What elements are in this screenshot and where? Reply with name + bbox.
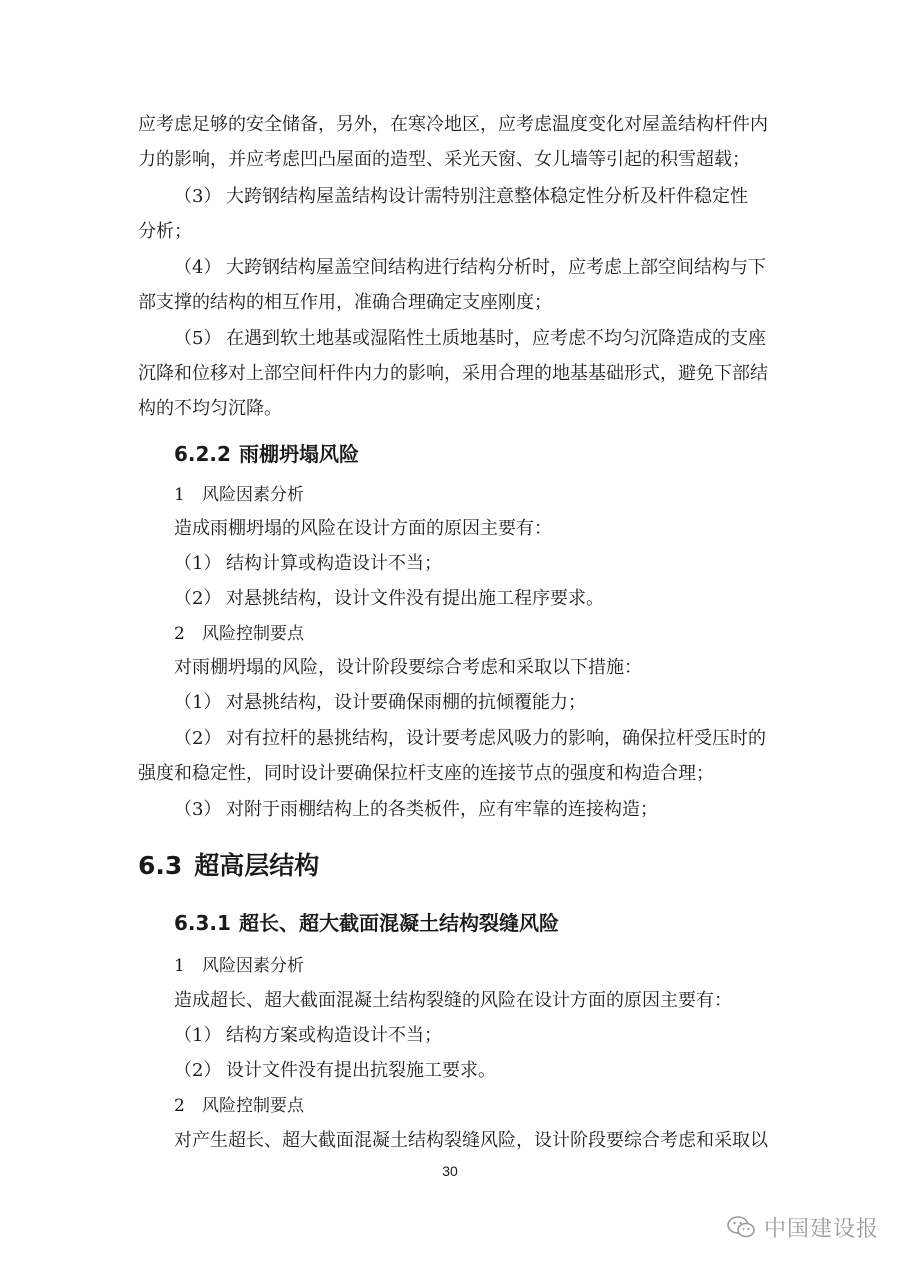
- list-item: [174, 723, 766, 755]
- list-item: [174, 794, 658, 826]
- list-number: （2）: [174, 588, 222, 609]
- sub-title: 风险控制要点: [202, 1096, 304, 1116]
- chapter-heading-6-3: [138, 846, 319, 882]
- list-number: （2）: [174, 1060, 222, 1081]
- paragraph-line: 造成超长、超大截面混凝土结构裂缝的风险在设计方面的原因主要有：: [174, 990, 732, 1011]
- sub-title: 风险因素分析: [202, 956, 304, 976]
- paragraph-line: 对雨棚坍塌的风险，设计阶段要综合考虑和采取以下措施：: [174, 657, 642, 678]
- section-number: 6.2.2: [174, 442, 231, 466]
- list-text: 对附于雨棚结构上的各类板件，应有牢靠的连接构造；: [226, 799, 658, 820]
- list-item-5: [174, 323, 766, 355]
- list-number: （3）: [174, 799, 222, 820]
- page-number: 30: [442, 1163, 458, 1179]
- sub-number: 2: [174, 624, 185, 644]
- paragraph-line: 沉降和位移对上部空间杆件内力的影响，采用合理的地基基础形式，避免下部结: [138, 363, 768, 384]
- paragraph-line: 对产生超长、超大截面混凝土结构裂缝风险，设计阶段要综合考虑和采取以: [174, 1130, 768, 1151]
- section-number: 6.3.1: [174, 911, 231, 935]
- list-text: 结构计算或构造设计不当；: [226, 553, 442, 574]
- list-text: 设计文件没有提出抗裂施工要求。: [226, 1060, 496, 1081]
- list-item: [174, 1055, 496, 1087]
- section-title: 超高层结构: [194, 851, 320, 880]
- list-number: （1）: [174, 553, 222, 574]
- list-text: 对有拉杆的悬挑结构，设计要考虑风吸力的影响，确保拉杆受压时的: [226, 728, 766, 749]
- list-item: [174, 1020, 442, 1052]
- subheading-risk-factors: [174, 951, 304, 981]
- list-text: 大跨钢结构屋盖结构设计需特别注意整体稳定性分析及杆件稳定性: [226, 186, 748, 207]
- paragraph-line: 分析；: [138, 221, 192, 242]
- list-text: 大跨钢结构屋盖空间结构进行结构分析时，应考虑上部空间结构与下: [226, 257, 766, 278]
- list-item: [174, 583, 604, 615]
- list-number: （3）: [174, 186, 222, 207]
- watermark: [726, 1212, 879, 1242]
- section-number: 6.3: [138, 851, 183, 880]
- paragraph-line: 应考虑足够的安全储备，另外，在寒冷地区，应考虑温度变化对屋盖结构杆件内: [138, 114, 768, 135]
- list-item-4: [174, 252, 766, 284]
- paragraph-line: 构的不均匀沉降。: [138, 398, 282, 419]
- list-number: （2）: [174, 728, 222, 749]
- list-text: 结构方案或构造设计不当；: [226, 1025, 442, 1046]
- subheading-risk-control: [174, 619, 304, 649]
- list-text: 在遇到软土地基或湿陷性土质地基时，应考虑不均匀沉降造成的支座: [226, 328, 766, 349]
- paragraph-line: 力的影响，并应考虑凹凸屋面的造型、采光天窗、女儿墙等引起的积雪超载；: [138, 149, 750, 170]
- sub-number: 2: [174, 1096, 185, 1116]
- list-number: （1）: [174, 692, 222, 713]
- list-number: （5）: [174, 328, 222, 349]
- list-number: （1）: [174, 1025, 222, 1046]
- subheading-risk-control: [174, 1091, 304, 1121]
- list-text: 对悬挑结构，设计要确保雨棚的抗倾覆能力；: [226, 692, 586, 713]
- list-item-3: [174, 181, 748, 213]
- list-item: [174, 548, 442, 580]
- section-heading-6-3-1: [174, 907, 559, 936]
- sub-title: 风险因素分析: [202, 485, 304, 505]
- sub-number: 1: [174, 956, 185, 976]
- paragraph-line: 部支撑的结构的相互作用，准确合理确定支座刚度；: [138, 292, 552, 313]
- wechat-icon: [726, 1214, 756, 1240]
- list-item: [174, 687, 586, 719]
- sub-title: 风险控制要点: [202, 624, 304, 644]
- paragraph-line: 强度和稳定性，同时设计要确保拉杆支座的连接节点的强度和构造合理；: [138, 763, 714, 784]
- watermark-text: 中国建设报: [764, 1216, 880, 1242]
- sub-number: 1: [174, 485, 185, 505]
- paragraph-line: 造成雨棚坍塌的风险在设计方面的原因主要有：: [174, 518, 552, 539]
- subheading-risk-factors: [174, 480, 304, 510]
- section-title: 超长、超大截面混凝土结构裂缝风险: [238, 911, 559, 935]
- section-title: 雨棚坍塌风险: [238, 442, 359, 466]
- section-heading-6-2-2: [174, 438, 359, 467]
- list-number: （4）: [174, 257, 222, 278]
- list-text: 对悬挑结构，设计文件没有提出施工程序要求。: [226, 588, 604, 609]
